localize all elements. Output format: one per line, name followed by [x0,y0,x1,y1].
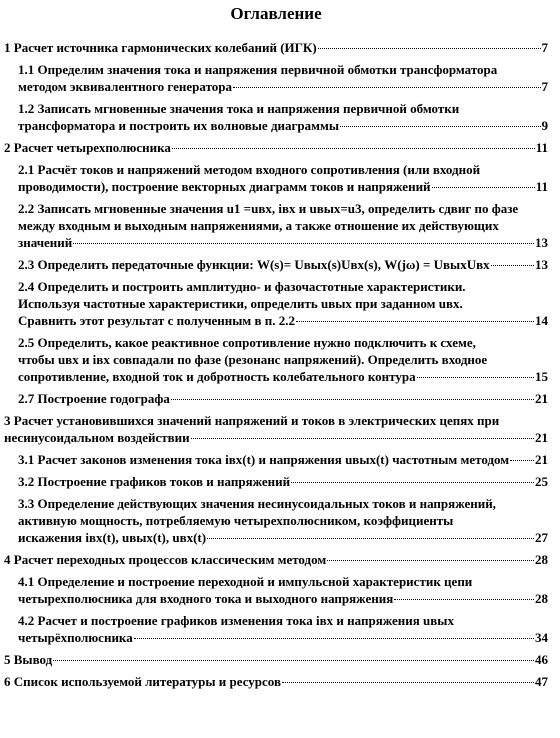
toc-entry-last-line [4,651,548,668]
dot-leader [491,265,534,266]
page-number: 28 [535,552,548,567]
toc-entry-text-line: 4.2 Расчет и построение графиков изменения тока iвх и напряжения uвых [18,613,454,628]
toc-entry-last-line [18,473,548,490]
toc-entry-text-line: 2 Расчет четырехполюсника [4,140,171,155]
dot-leader [233,87,540,88]
toc-entry-text-line: трансформатора и построить их волновые диаграммы [18,118,340,133]
toc-entry[interactable] [4,551,548,568]
toc-entry-last-line [18,78,548,95]
toc-entry-text-line: 3 Расчет установившихся значений напряжений и токов в электрических цепях при [4,413,500,428]
dot-leader [207,538,534,539]
toc-entry[interactable] [4,573,548,607]
toc-entry-text-line: чтобы uвх и iвх совпадали по фазе (резонанс напряжений). Определить входное [18,352,488,367]
page-title: Оглавление [230,4,322,23]
toc-entry-last-line [18,234,548,251]
page-number: 21 [535,391,548,406]
toc-entry-text-line: 2.2 Записать мгновенные значения u1 =uвх, iвх и uвых=u3, определить сдвиг по фазе [18,201,519,216]
toc-entry-last-line [18,629,548,646]
toc-entry-last-line [18,590,548,607]
page-number: 7 [541,40,548,55]
toc-entry-text-line: проводимости), построение векторных диаграмм токов и напряжений [18,179,431,194]
toc-entry[interactable] [4,278,548,329]
dot-leader [171,399,534,400]
toc-entry-text-line: 2.3 Определить передаточные функции: W(s)= Uвых(s)Uвх(s), W(jω) = UвыхUвх [18,257,490,272]
toc-entry-text-line: значений [18,235,73,250]
toc-entry-text-line: четырехполюсника для входного тока и выходного напряжения [18,591,394,606]
page-number: 13 [535,235,548,250]
dot-leader [191,438,534,439]
toc-entry[interactable] [4,495,548,546]
toc-entry-last-line [18,451,548,468]
page-number: 11 [535,179,548,194]
toc-entry-text-line: 5 Вывод [4,652,53,667]
toc-entry-text-line: 2.1 Расчёт токов и напряжений методом входного сопротивления (или входной [18,162,481,177]
toc-entry-text-line: 2.7 Построение годографа [18,391,170,406]
toc-entry-text-line: 2.5 Определить, какое реактивное сопротивление нужно подключить к схеме, [18,335,476,350]
toc-entry-text-line: 1.2 Записать мгновенные значения тока и напряжения первичной обмотки [18,101,460,116]
toc-entry-last-line [18,529,548,546]
toc-entry-last-line [18,368,548,385]
toc-entry-last-line [18,390,548,407]
toc-entry-text-line: Сравнить этот результат с полученным в п. 2.2 [18,313,296,328]
dot-leader [282,682,534,683]
toc-entry[interactable] [4,651,548,668]
toc-entry[interactable] [4,473,548,490]
toc-entry-text-line: между входным и выходным напряжениями, а также отношение их действующих [18,218,499,233]
page-number: 21 [535,452,548,467]
toc-entry[interactable] [4,200,548,251]
toc-entry[interactable] [4,412,548,446]
toc-entry[interactable] [4,161,548,195]
page-number: 21 [535,430,548,445]
dot-leader [73,243,534,244]
toc-entry[interactable] [4,61,548,95]
toc-entry-text-line: искажения iвх(t), uвых(t), uвх(t) [18,530,207,545]
toc-entry-text-line: 1.1 Определим значения тока и напряжения первичной обмотки трансформатора [18,62,498,77]
dot-leader [53,660,534,661]
toc-entry-text-line: 3.2 Построение графиков токов и напряжений [18,474,291,489]
toc-entry-last-line [4,429,548,446]
toc-entry[interactable] [4,451,548,468]
toc-entry[interactable] [4,612,548,646]
toc-entry-last-line [18,312,548,329]
toc-entry-text-line: Используя частотные характеристики, определить uвых при заданном uвх. [18,296,463,311]
toc-entry-last-line [4,39,548,56]
toc-entry-text-line: методом эквивалентного генератора [18,79,233,94]
page-number: 11 [535,140,548,155]
page-number: 14 [535,313,548,328]
toc-entry-last-line [4,551,548,568]
dot-leader [172,148,535,149]
toc-entry-text-line: 4.1 Определение и построение переходной и импульсной характеристик цепи [18,574,473,589]
dot-leader [327,560,534,561]
page-number: 13 [535,257,548,272]
toc-entry[interactable] [4,390,548,407]
toc-entry-text-line: 2.4 Определить и построить амплитудно- и фазочастотные характеристики. [18,279,466,294]
page-number: 25 [535,474,548,489]
toc-entry-last-line [18,178,548,195]
dot-leader [432,187,535,188]
toc-entry-text-line: 4 Расчет переходных процессов классическим методом [4,552,327,567]
toc-entry[interactable] [4,334,548,385]
toc-entry-last-line [4,139,548,156]
page-number: 15 [535,369,548,384]
toc-entry[interactable] [4,139,548,156]
dot-leader [510,460,534,461]
page-number: 7 [541,79,548,94]
dot-leader [291,482,534,483]
toc-entry-text-line: 6 Список используемой литературы и ресурсов [4,674,281,689]
toc-list [4,39,548,690]
toc-entry-text-line: 3.1 Расчет законов изменения тока iвх(t) и напряжения uвых(t) частотным методом [18,452,510,467]
toc-entry[interactable] [4,39,548,56]
page-number: 47 [535,674,548,689]
toc-entry-last-line [18,117,548,134]
toc-entry-text-line: 3.3 Определение действующих значения несинусоидальных токов и напряжений, [18,496,496,511]
dot-leader [296,321,534,322]
toc-entry-last-line [4,673,548,690]
toc-entry[interactable] [4,100,548,134]
page-number: 34 [535,630,548,645]
toc-entry-text-line: активную мощность, потребляемую четырехполюсником, коэффициенты [18,513,454,528]
toc-entry[interactable] [4,673,548,690]
dot-leader [340,126,540,127]
dot-leader [318,48,541,49]
page-number: 27 [535,530,548,545]
dot-leader [394,599,534,600]
dot-leader [134,638,534,639]
page-number: 46 [535,652,548,667]
toc-entry-last-line [18,256,548,273]
page-number: 9 [541,118,548,133]
toc-entry-text-line: несинусоидальном воздействии [4,430,190,445]
dot-leader [417,377,534,378]
toc-entry-text-line: четырёхполюсника [18,630,133,645]
toc-entry[interactable] [4,256,548,273]
toc-entry-text-line: 1 Расчет источника гармонических колебаний (ИГК) [4,40,317,55]
toc-entry-text-line: сопротивление, входной ток и добротность колебательного контура [18,369,416,384]
page-number: 28 [535,591,548,606]
